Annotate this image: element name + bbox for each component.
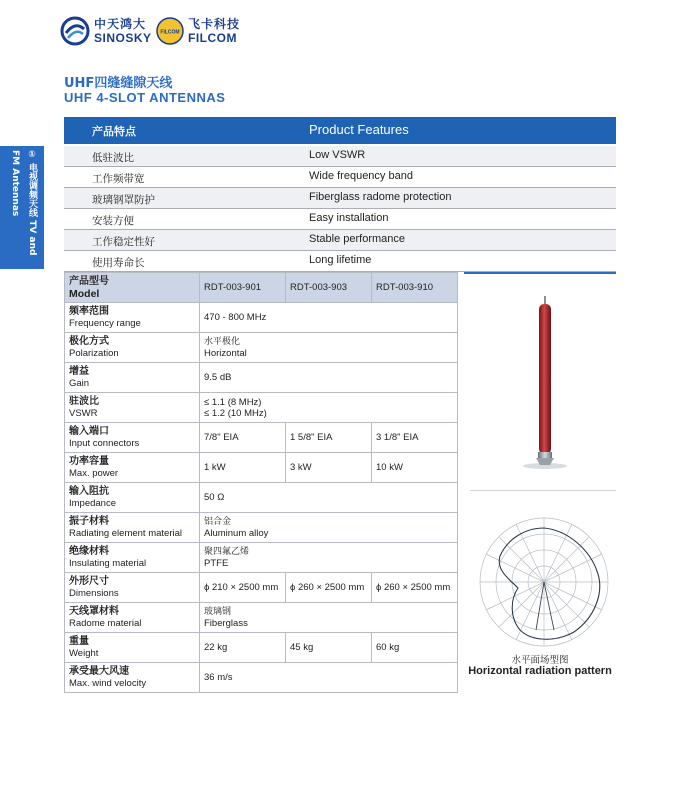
spec-label-cn: 外形尺寸: [69, 575, 109, 587]
radiation-caption-cn: 水平面场型图: [511, 655, 569, 666]
feature-row: [64, 251, 616, 272]
spec-label-cell: [65, 663, 200, 693]
product-figure-panel: [464, 272, 616, 688]
spec-label-cell: [65, 603, 200, 633]
spec-value: ϕ 210 × 2500 mm: [200, 573, 286, 603]
spec-label-cell: [65, 483, 200, 513]
spec-label-en: Max. wind velocity: [69, 677, 147, 689]
features-header-cn: 产品特点: [92, 125, 136, 138]
spec-value: 3 kW: [286, 453, 372, 483]
spec-label-en: Input connectors: [69, 437, 140, 449]
spec-value: 45 kg: [286, 633, 372, 663]
spec-row: [65, 423, 458, 453]
feature-row: [64, 209, 616, 230]
spec-label-cell: [65, 363, 200, 393]
spec-label-cell: [65, 513, 200, 543]
spec-label-cn: 振子材料: [69, 515, 109, 527]
radiation-pattern-plot: [464, 504, 616, 654]
spec-label-cn: 重量: [69, 635, 89, 647]
spec-label-cn: 功率容量: [69, 455, 109, 467]
spec-label-cn: 绝缘材料: [69, 545, 109, 557]
features-header-en: Product Features: [309, 122, 409, 137]
spec-value: 3 1/8" EIA: [372, 423, 458, 453]
filcom-emblem-text: FILCOM: [160, 29, 180, 36]
sinosky-emblem-icon: [60, 16, 90, 46]
spec-row: [65, 303, 458, 333]
spec-label-en: Radiating element material: [69, 527, 183, 539]
spec-label-cell: [65, 453, 200, 483]
spec-row: [65, 453, 458, 483]
antenna-photo: [464, 274, 616, 474]
sinosky-en: SINOSKY: [94, 31, 152, 45]
spec-label-cell: [65, 393, 200, 423]
filcom-emblem-icon: [156, 17, 184, 45]
spec-label-cell: [65, 333, 200, 363]
feature-row: [64, 167, 616, 188]
spec-label-cn: 极化方式: [69, 335, 109, 347]
spec-value-line: ≤ 1.2 (10 MHz): [204, 407, 267, 419]
page-title-en: UHF 4-SLOT ANTENNAS: [64, 90, 226, 105]
spec-value-en: Aluminum alloy: [204, 527, 269, 539]
feature-cn: 低驻波比: [92, 152, 134, 164]
spec-value: ϕ 260 × 2500 mm: [286, 573, 372, 603]
side-category-tab: [0, 146, 44, 269]
spec-value-en: PTFE: [204, 557, 229, 569]
feature-en: Fiberglass radome protection: [309, 191, 452, 203]
spec-value: 7/8" EIA: [200, 423, 286, 453]
spec-label-cell: [65, 543, 200, 573]
spec-value: 1 kW: [200, 453, 286, 483]
spec-label-en: Insulating material: [69, 557, 147, 569]
spec-value-cell: [200, 333, 458, 363]
spec-label-cell: [65, 573, 200, 603]
feature-row: [64, 146, 616, 167]
spec-label-cn: 承受最大风速: [69, 665, 129, 677]
spec-header-row: [65, 273, 458, 303]
sinosky-logo: [60, 14, 150, 48]
sinosky-cn: 中天鸿大: [94, 17, 147, 31]
spec-value: 9.5 dB: [200, 363, 458, 393]
feature-en: Low VSWR: [309, 149, 366, 161]
model-cell: RDT-003-903: [286, 273, 372, 303]
spec-row: [65, 333, 458, 363]
spec-value-cn: 聚四氟乙烯: [204, 546, 250, 557]
page-title-cn: UHF四缝缝隙天线: [64, 76, 173, 91]
spec-row: [65, 483, 458, 513]
spec-label-cn: 天线罩材料: [69, 605, 119, 617]
model-cell: RDT-003-901: [200, 273, 286, 303]
spec-value-en: Fiberglass: [204, 617, 248, 629]
spec-label-cn: 驻波比: [69, 395, 99, 407]
feature-en: Long lifetime: [309, 254, 372, 266]
feature-en: Stable performance: [309, 233, 405, 245]
spec-row: [65, 513, 458, 543]
side-tab-label: ① 电视调频天线 TV and FM Antennas: [10, 150, 37, 256]
spec-value-cn: 水平极化: [204, 336, 241, 347]
spec-row: [65, 603, 458, 633]
spec-label-en: Frequency range: [69, 317, 141, 329]
spec-value-line: ≤ 1.1 (8 MHz): [204, 396, 262, 408]
spec-table: [64, 272, 458, 693]
model-label-cn: 产品型号: [69, 275, 109, 287]
spec-value: 10 kW: [372, 453, 458, 483]
feature-cn: 工作频带宽: [92, 173, 145, 185]
filcom-cn: 飞卡科技: [188, 17, 241, 31]
spec-value: 470 - 800 MHz: [200, 303, 458, 333]
features-header: [64, 117, 616, 144]
feature-cn: 使用寿命长: [92, 257, 145, 269]
model-cell: RDT-003-910: [372, 273, 458, 303]
spec-value-cell: [200, 543, 458, 573]
filcom-logo: [156, 14, 246, 48]
spec-label-en: Polarization: [69, 347, 119, 359]
spec-value-cell: [200, 513, 458, 543]
feature-cn: 安装方便: [92, 215, 134, 227]
spec-row: [65, 363, 458, 393]
feature-en: Wide frequency band: [309, 170, 413, 182]
spec-value-cn: 铝合金: [204, 516, 232, 527]
spec-label-en: Radome material: [69, 617, 142, 629]
spec-label-cn: 频率范围: [69, 305, 109, 317]
spec-value: 60 kg: [372, 633, 458, 663]
spec-label-en: Dimensions: [69, 587, 119, 599]
spec-label-en: Impedance: [69, 497, 117, 509]
spec-row: [65, 393, 458, 423]
filcom-en: FILCOM: [188, 31, 237, 45]
spec-row: [65, 543, 458, 573]
spec-label-en: Max. power: [69, 467, 119, 479]
spec-row: [65, 633, 458, 663]
feature-cn: 玻璃钢罩防护: [92, 194, 155, 206]
spec-label-cn: 输入阻抗: [69, 485, 109, 497]
spec-label-en: VSWR: [69, 407, 98, 419]
spec-label-cn: 输入端口: [69, 425, 109, 437]
spec-value-cell: [200, 393, 458, 423]
radiation-caption-en: Horizontal radiation pattern: [468, 665, 612, 677]
spec-row: [65, 573, 458, 603]
spec-label-en: Gain: [69, 377, 90, 389]
feature-row: [64, 188, 616, 209]
spec-label-en: Weight: [69, 647, 99, 659]
spec-label-cell: [65, 303, 200, 333]
spec-value-cell: [200, 603, 458, 633]
spec-value-cn: 玻璃钢: [204, 606, 232, 617]
spec-row: [65, 663, 458, 693]
spec-label-cell: [65, 633, 200, 663]
feature-row: [64, 230, 616, 251]
spec-value: ϕ 260 × 2500 mm: [372, 573, 458, 603]
feature-en: Easy installation: [309, 212, 389, 224]
spec-value: 22 kg: [200, 633, 286, 663]
spec-value: 36 m/s: [200, 663, 458, 693]
model-label-en: Model: [69, 287, 100, 300]
spec-label-cell: [65, 423, 200, 453]
feature-cn: 工作稳定性好: [92, 236, 155, 248]
spec-value: 1 5/8" EIA: [286, 423, 372, 453]
panel-divider: [470, 490, 616, 491]
spec-label-cn: 增益: [69, 365, 89, 377]
model-label-cell: [65, 273, 200, 303]
spec-value: 50 Ω: [200, 483, 458, 513]
spec-value-en: Horizontal: [204, 347, 247, 359]
